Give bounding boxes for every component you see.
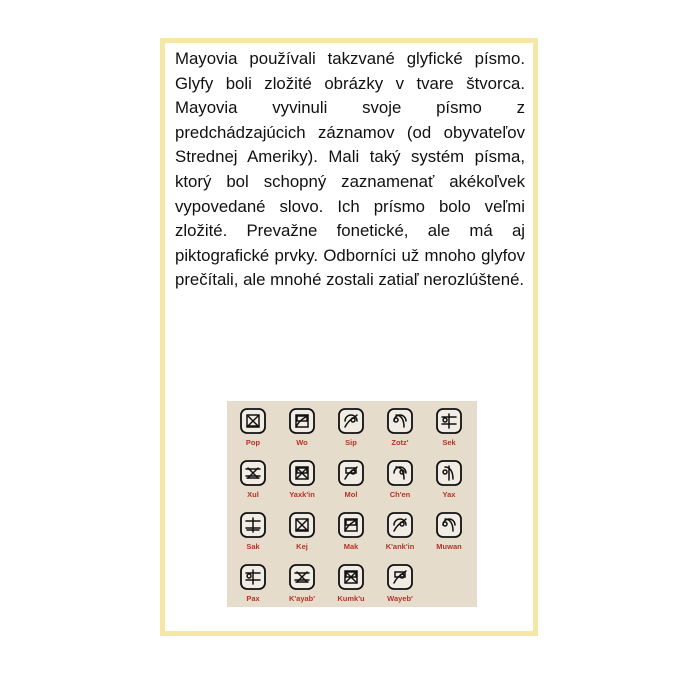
glyph-label: Yaxk'in xyxy=(289,490,315,499)
pax-glyph-icon xyxy=(239,563,267,591)
kankin-glyph-icon xyxy=(386,511,414,539)
glyph-label: Pop xyxy=(245,438,261,447)
glyph-cell xyxy=(376,509,424,561)
kumku-glyph-icon xyxy=(337,563,365,591)
glyph-cell xyxy=(425,457,473,509)
glyph-label: Wayeb' xyxy=(387,594,413,603)
sek-glyph-icon xyxy=(435,407,463,435)
glyph-cell xyxy=(376,405,424,457)
glyph-label: Zotz' xyxy=(391,438,409,447)
info-card xyxy=(160,38,538,636)
glyph-cell xyxy=(229,405,277,457)
glyph-label: Kumk'u xyxy=(337,594,365,603)
wo-glyph-icon xyxy=(288,407,316,435)
glyph-cell xyxy=(327,457,375,509)
glyph-cell xyxy=(229,457,277,509)
glyph-cell xyxy=(376,457,424,509)
glyph-cell xyxy=(278,457,326,509)
glyph-label: Sek xyxy=(442,438,456,447)
glyph-label: Sak xyxy=(246,542,260,551)
glyph-cell xyxy=(229,509,277,561)
glyph-label: Yax xyxy=(442,490,456,499)
wayeb-glyph-icon xyxy=(386,563,414,591)
maya-month-glyphs-image xyxy=(227,401,477,607)
glyph-cell xyxy=(327,561,375,613)
glyph-cell xyxy=(425,509,473,561)
mol-glyph-icon xyxy=(337,459,365,487)
kej-glyph-icon xyxy=(288,511,316,539)
glyph-cell xyxy=(278,561,326,613)
glyph-label: Sip xyxy=(345,438,357,447)
glyph-label: Ch'en xyxy=(389,490,411,499)
glyph-cell xyxy=(327,405,375,457)
glyph-cell xyxy=(376,561,424,613)
sak-glyph-icon xyxy=(239,511,267,539)
chen-glyph-icon xyxy=(386,459,414,487)
sip-glyph-icon xyxy=(337,407,365,435)
glyph-label: K'ayab' xyxy=(288,594,316,603)
glyph-cell xyxy=(425,405,473,457)
yax-glyph-icon xyxy=(435,459,463,487)
glyph-label: K'ank'in xyxy=(385,542,415,551)
glyph-label: Mak xyxy=(343,542,359,551)
pop-glyph-icon xyxy=(239,407,267,435)
glyph-label: Mol xyxy=(344,490,358,499)
glyph-label: Pax xyxy=(246,594,260,603)
muwan-glyph-icon xyxy=(435,511,463,539)
glyph-label: Wo xyxy=(296,438,308,447)
glyph-label: Kej xyxy=(296,542,308,551)
glyph-label: Muwan xyxy=(436,542,462,551)
mak-glyph-icon xyxy=(337,511,365,539)
glyph-label: Xul xyxy=(247,490,259,499)
glyph-cell xyxy=(278,405,326,457)
yaxkin-glyph-icon xyxy=(288,459,316,487)
glyph-cell xyxy=(327,509,375,561)
xul-glyph-icon xyxy=(239,459,267,487)
glyph-cell xyxy=(278,509,326,561)
kayab-glyph-icon xyxy=(288,563,316,591)
zotz-glyph-icon xyxy=(386,407,414,435)
maya-script-paragraph: Mayovia používali takzvané glyfické písmo. Glyfy boli zložité obrázky v tvare štvorca. Mayovia vyvinuli svoje písmo z predchádzajúcich záznamov (od obyvateľov Strednej Ameriky). Mali taký systém písma, ktorý bol schopný zaznamenať akékoľvek vypovedané slovo. Ich prísmo bolo veľmi zložité. Prevažne fonetické, ale má aj piktografické prvky. Odborníci už mnoho glyfov prečítali, ale mnohé zostali zatiaľ nerozlúštené. xyxy=(175,49,525,290)
glyph-cell xyxy=(229,561,277,613)
